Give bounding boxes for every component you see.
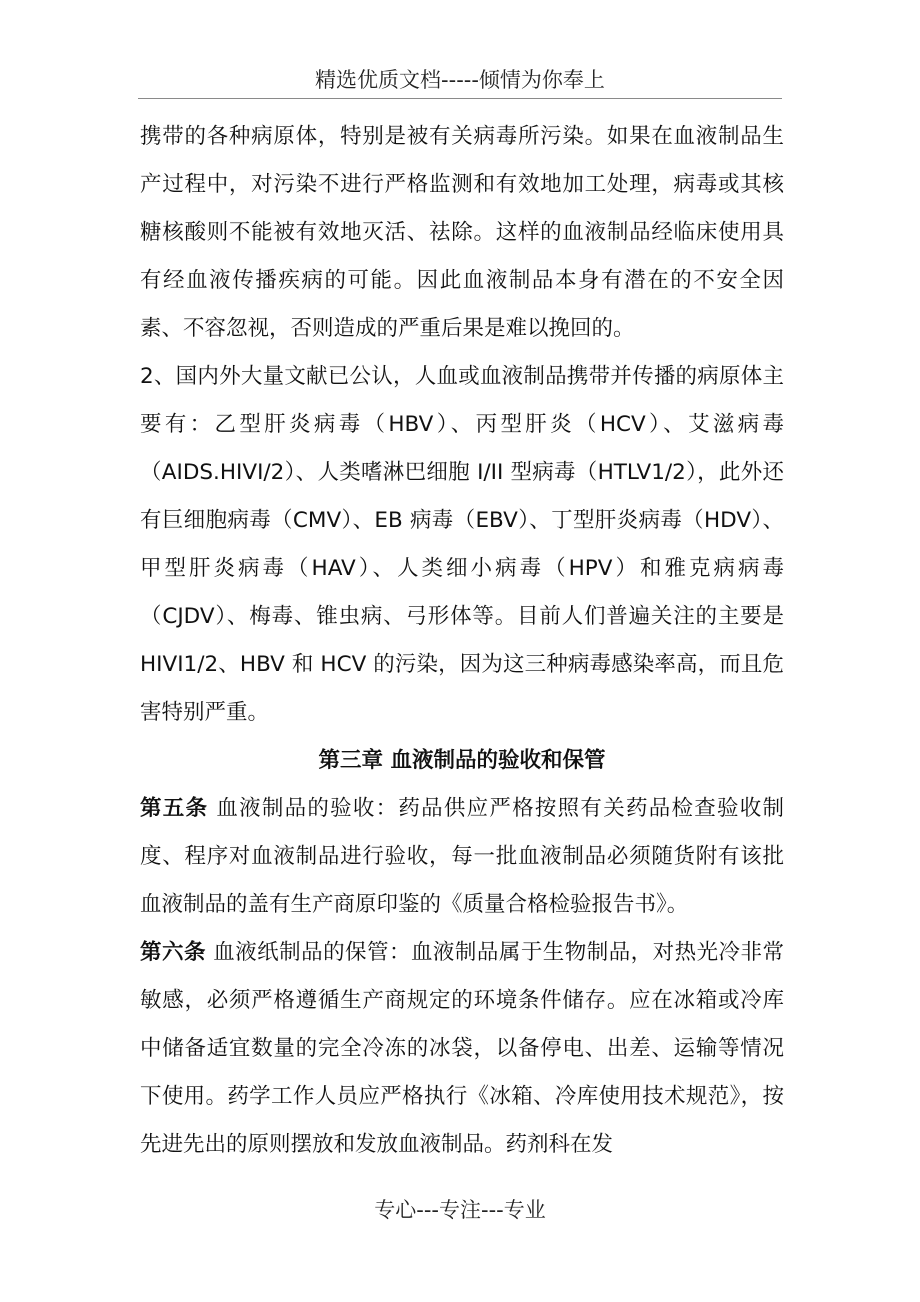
- page-footer: 专心---专注---专业: [374, 1198, 546, 1222]
- article-six-label: 第六条: [140, 940, 206, 965]
- document-body: [140, 113, 784, 1169]
- page-header: 精选优质文档-----倾情为你奉上: [315, 68, 605, 92]
- article-six-text: 血液纸制品的保管：血液制品属于生物制品，对热光冷非常敏感，必须严格遵循生产商规定的环境条件储存。应在冰箱或冷库中储备适宜数量的完全冷冻的冰袋，以备停电、出差、运输等情况下使用。药学工作人员应严格执行《冰箱、冷库使用技术规范》，按先进先出的原则摆放和发放血液制品。药剂科在发: [140, 940, 784, 1157]
- paragraph-pathogen-risk: 携带的各种病原体，特别是被有关病毒所污染。如果在血液制品生产过程中，对污染不进行严格监测和有效地加工处理，病毒或其核糖核酸则不能被有效地灭活、祛除。这样的血液制品经临床使用具有经血液传播疾病的可能。因此血液制品本身有潜在的不安全因素、不容忽视，否则造成的严重后果是难以挽回的。: [140, 124, 784, 341]
- article-five-text: 血液制品的验收：药品供应严格按照有关药品检查验收制度、程序对血液制品进行验收，每一批血液制品必须随货附有该批血液制品的盖有生产商原印鉴的《质量合格检验报告书》。: [140, 796, 784, 917]
- paragraph-pathogen-list: 2、国内外大量文献已公认，人血或血液制品携带并传播的病原体主要有：乙型肝炎病毒（HBV）、丙型肝炎（HCV）、艾滋病毒（AIDS.HIVI/2）、人类嗜淋巴细胞 I/II 型病毒（HTLV1/2），此外还有巨细胞病毒（CMV）、EB 病毒（EBV）、丁型肝炎病毒（HDV）、甲型肝炎病毒（HAV）、人类细小病毒（HPV）和雅克病病毒（CJDV）、梅毒、锥虫病、弓形体等。目前人们普遍关注的主要是 HIVI1/2、HBV 和 HCV 的污染，因为这三种病毒感染率高，而且危害特别严重。: [140, 364, 784, 725]
- header-divider: [138, 98, 782, 99]
- chapter-title: 第三章 血液制品的验收和保管: [318, 748, 606, 773]
- article-six: [140, 929, 784, 1169]
- article-five-label: 第五条: [140, 796, 209, 821]
- article-five: [140, 785, 784, 929]
